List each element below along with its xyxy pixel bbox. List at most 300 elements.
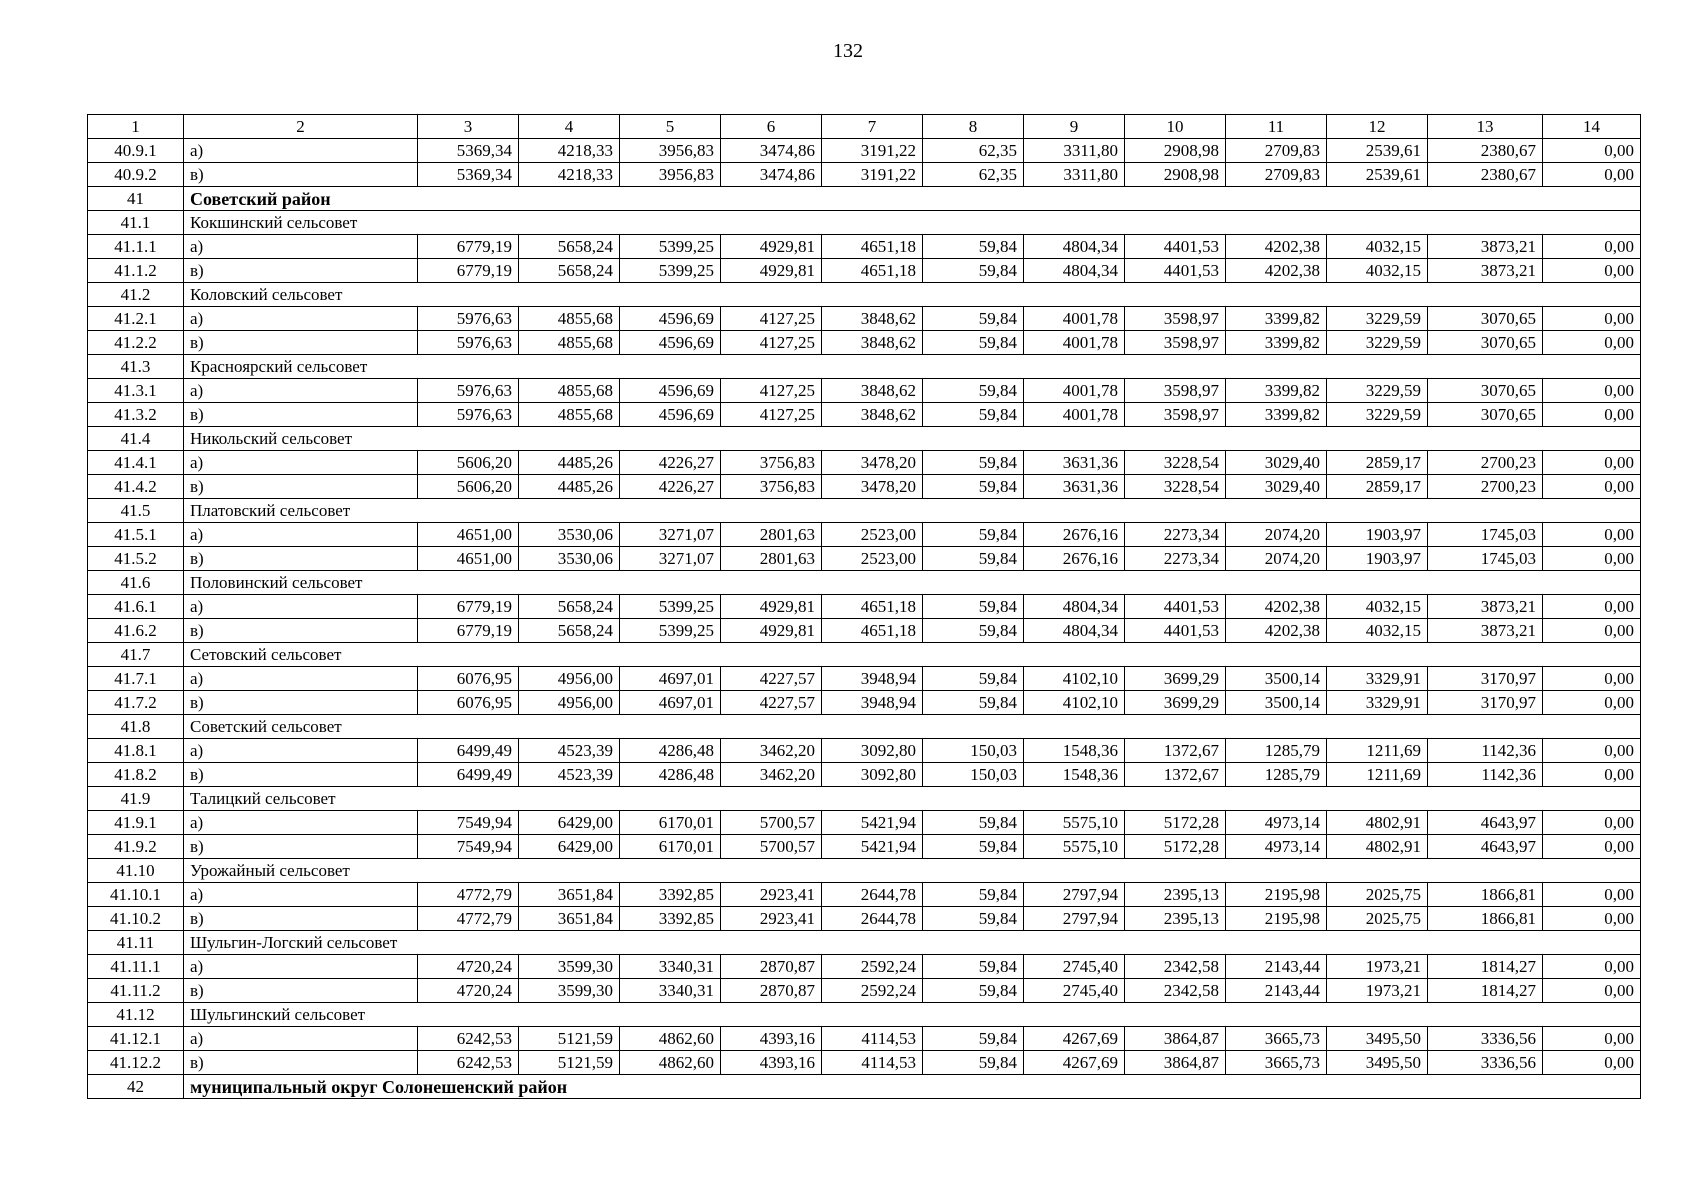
value-cell-col-10: 2273,34 [1125, 523, 1226, 547]
value-cell-col-7: 3191,22 [822, 139, 923, 163]
row-variant-label: а) [184, 883, 418, 907]
value-cell-col-5: 3340,31 [620, 979, 721, 1003]
table-row [88, 1051, 1641, 1075]
value-cell-col-8: 59,84 [923, 811, 1024, 835]
row-code: 41.6.2 [88, 619, 184, 643]
section-row [88, 499, 1641, 523]
value-cell-col-7: 4651,18 [822, 595, 923, 619]
settlement-title: Коловский сельсовет [184, 283, 1641, 307]
row-code: 41.4 [88, 427, 184, 451]
section-row [88, 355, 1641, 379]
value-cell-col-8: 62,35 [923, 163, 1024, 187]
section-row [88, 643, 1641, 667]
value-cell-col-4: 3651,84 [519, 883, 620, 907]
value-cell-col-6: 2923,41 [721, 883, 822, 907]
value-cell-col-12: 2025,75 [1327, 907, 1428, 931]
value-cell-col-14: 0,00 [1543, 523, 1641, 547]
value-cell-col-10: 2342,58 [1125, 955, 1226, 979]
value-cell-col-11: 3399,82 [1226, 403, 1327, 427]
value-cell-col-9: 3631,36 [1024, 451, 1125, 475]
value-cell-col-6: 4127,25 [721, 379, 822, 403]
value-cell-col-5: 3956,83 [620, 163, 721, 187]
value-cell-col-8: 59,84 [923, 667, 1024, 691]
value-cell-col-14: 0,00 [1543, 547, 1641, 571]
value-cell-col-13: 3170,97 [1428, 691, 1543, 715]
value-cell-col-13: 1142,36 [1428, 739, 1543, 763]
row-variant-label: в) [184, 835, 418, 859]
value-cell-col-14: 0,00 [1543, 403, 1641, 427]
value-cell-col-7: 3092,80 [822, 739, 923, 763]
value-cell-col-9: 5575,10 [1024, 835, 1125, 859]
value-cell-col-14: 0,00 [1543, 835, 1641, 859]
row-code: 41.5.2 [88, 547, 184, 571]
value-cell-col-8: 150,03 [923, 739, 1024, 763]
value-cell-col-3: 5606,20 [418, 475, 519, 499]
table-row [88, 595, 1641, 619]
value-cell-col-4: 4855,68 [519, 307, 620, 331]
row-code: 41.8.1 [88, 739, 184, 763]
value-cell-col-5: 4286,48 [620, 739, 721, 763]
value-cell-col-5: 4286,48 [620, 763, 721, 787]
table-row [88, 691, 1641, 715]
value-cell-col-7: 3848,62 [822, 403, 923, 427]
value-cell-col-3: 4651,00 [418, 523, 519, 547]
value-cell-col-11: 4973,14 [1226, 811, 1327, 835]
value-cell-col-8: 59,84 [923, 883, 1024, 907]
table-row [88, 883, 1641, 907]
value-cell-col-6: 4127,25 [721, 307, 822, 331]
value-cell-col-7: 2644,78 [822, 883, 923, 907]
value-cell-col-10: 3598,97 [1125, 307, 1226, 331]
settlement-title: Шульгинский сельсовет [184, 1003, 1641, 1027]
value-cell-col-4: 3599,30 [519, 979, 620, 1003]
row-code: 42 [88, 1075, 184, 1099]
row-code: 41.4.2 [88, 475, 184, 499]
value-cell-col-11: 3399,82 [1226, 331, 1327, 355]
value-cell-col-13: 3873,21 [1428, 259, 1543, 283]
value-cell-col-9: 1548,36 [1024, 739, 1125, 763]
column-header-10: 10 [1125, 115, 1226, 139]
value-cell-col-13: 3070,65 [1428, 331, 1543, 355]
value-cell-col-8: 59,84 [923, 691, 1024, 715]
value-cell-col-3: 4720,24 [418, 979, 519, 1003]
header-row [88, 115, 1641, 139]
row-code: 41.7.2 [88, 691, 184, 715]
value-cell-col-6: 3462,20 [721, 739, 822, 763]
value-cell-col-3: 4720,24 [418, 955, 519, 979]
value-cell-col-10: 3228,54 [1125, 451, 1226, 475]
column-header-9: 9 [1024, 115, 1125, 139]
row-code: 41.5.1 [88, 523, 184, 547]
table-row [88, 1027, 1641, 1051]
value-cell-col-11: 3665,73 [1226, 1051, 1327, 1075]
table-row [88, 811, 1641, 835]
value-cell-col-11: 2709,83 [1226, 163, 1327, 187]
value-cell-col-5: 3956,83 [620, 139, 721, 163]
row-code: 41.10.1 [88, 883, 184, 907]
section-row [88, 931, 1641, 955]
value-cell-col-10: 3864,87 [1125, 1051, 1226, 1075]
value-cell-col-7: 3848,62 [822, 379, 923, 403]
value-cell-col-5: 5399,25 [620, 235, 721, 259]
value-cell-col-5: 4596,69 [620, 379, 721, 403]
settlement-title: Сетовский сельсовет [184, 643, 1641, 667]
row-variant-label: а) [184, 595, 418, 619]
row-code: 41.11.2 [88, 979, 184, 1003]
row-code: 41.3.2 [88, 403, 184, 427]
value-cell-col-5: 4697,01 [620, 667, 721, 691]
value-cell-col-6: 2923,41 [721, 907, 822, 931]
table-row [88, 547, 1641, 571]
column-header-14: 14 [1543, 115, 1641, 139]
tariff-table-container [87, 114, 1640, 1099]
row-code: 41 [88, 187, 184, 211]
value-cell-col-8: 59,84 [923, 835, 1024, 859]
value-cell-col-5: 4596,69 [620, 307, 721, 331]
value-cell-col-9: 3311,80 [1024, 163, 1125, 187]
row-variant-label: а) [184, 1027, 418, 1051]
value-cell-col-11: 2195,98 [1226, 907, 1327, 931]
value-cell-col-5: 5399,25 [620, 595, 721, 619]
row-code: 41.1.2 [88, 259, 184, 283]
row-variant-label: а) [184, 739, 418, 763]
value-cell-col-9: 4804,34 [1024, 595, 1125, 619]
value-cell-col-13: 4643,97 [1428, 835, 1543, 859]
value-cell-col-14: 0,00 [1543, 955, 1641, 979]
value-cell-col-9: 3631,36 [1024, 475, 1125, 499]
value-cell-col-9: 4001,78 [1024, 307, 1125, 331]
section-row [88, 787, 1641, 811]
row-code: 40.9.2 [88, 163, 184, 187]
value-cell-col-11: 2195,98 [1226, 883, 1327, 907]
table-row [88, 907, 1641, 931]
value-cell-col-10: 2395,13 [1125, 907, 1226, 931]
value-cell-col-8: 59,84 [923, 451, 1024, 475]
row-code: 41.1 [88, 211, 184, 235]
value-cell-col-7: 3848,62 [822, 307, 923, 331]
value-cell-col-10: 5172,28 [1125, 811, 1226, 835]
value-cell-col-4: 6429,00 [519, 835, 620, 859]
value-cell-col-6: 4393,16 [721, 1027, 822, 1051]
settlement-title: Никольский сельсовет [184, 427, 1641, 451]
table-row [88, 307, 1641, 331]
value-cell-col-13: 1814,27 [1428, 979, 1543, 1003]
row-code: 41.7.1 [88, 667, 184, 691]
value-cell-col-6: 4929,81 [721, 259, 822, 283]
column-header-11: 11 [1226, 115, 1327, 139]
table-row [88, 979, 1641, 1003]
value-cell-col-4: 3599,30 [519, 955, 620, 979]
value-cell-col-10: 4401,53 [1125, 619, 1226, 643]
column-header-2: 2 [184, 115, 418, 139]
value-cell-col-13: 1142,36 [1428, 763, 1543, 787]
value-cell-col-11: 4202,38 [1226, 235, 1327, 259]
value-cell-col-9: 2797,94 [1024, 883, 1125, 907]
value-cell-col-8: 59,84 [923, 619, 1024, 643]
value-cell-col-4: 5658,24 [519, 595, 620, 619]
value-cell-col-9: 3311,80 [1024, 139, 1125, 163]
value-cell-col-11: 2074,20 [1226, 547, 1327, 571]
value-cell-col-6: 3756,83 [721, 451, 822, 475]
value-cell-col-10: 3598,97 [1125, 403, 1226, 427]
value-cell-col-9: 4102,10 [1024, 667, 1125, 691]
value-cell-col-3: 4651,00 [418, 547, 519, 571]
value-cell-col-6: 4127,25 [721, 331, 822, 355]
value-cell-col-12: 3229,59 [1327, 307, 1428, 331]
value-cell-col-6: 2870,87 [721, 979, 822, 1003]
value-cell-col-13: 1745,03 [1428, 523, 1543, 547]
value-cell-col-8: 59,84 [923, 979, 1024, 1003]
column-header-12: 12 [1327, 115, 1428, 139]
table-row [88, 331, 1641, 355]
row-variant-label: в) [184, 259, 418, 283]
value-cell-col-12: 3229,59 [1327, 403, 1428, 427]
value-cell-col-9: 4001,78 [1024, 403, 1125, 427]
value-cell-col-12: 2859,17 [1327, 451, 1428, 475]
value-cell-col-4: 3530,06 [519, 547, 620, 571]
value-cell-col-4: 3530,06 [519, 523, 620, 547]
value-cell-col-5: 4596,69 [620, 403, 721, 427]
value-cell-col-4: 5121,59 [519, 1051, 620, 1075]
value-cell-col-11: 3399,82 [1226, 307, 1327, 331]
value-cell-col-12: 1973,21 [1327, 979, 1428, 1003]
value-cell-col-6: 4227,57 [721, 691, 822, 715]
row-variant-label: а) [184, 667, 418, 691]
value-cell-col-10: 2908,98 [1125, 139, 1226, 163]
value-cell-col-13: 1814,27 [1428, 955, 1543, 979]
value-cell-col-4: 5658,24 [519, 235, 620, 259]
value-cell-col-14: 0,00 [1543, 907, 1641, 931]
value-cell-col-10: 5172,28 [1125, 835, 1226, 859]
column-header-7: 7 [822, 115, 923, 139]
value-cell-col-9: 2797,94 [1024, 907, 1125, 931]
value-cell-col-7: 3948,94 [822, 691, 923, 715]
table-row [88, 667, 1641, 691]
value-cell-col-14: 0,00 [1543, 979, 1641, 1003]
value-cell-col-9: 4267,69 [1024, 1051, 1125, 1075]
row-variant-label: в) [184, 763, 418, 787]
value-cell-col-4: 4956,00 [519, 667, 620, 691]
value-cell-col-3: 4772,79 [418, 907, 519, 931]
value-cell-col-7: 3092,80 [822, 763, 923, 787]
value-cell-col-12: 3329,91 [1327, 667, 1428, 691]
value-cell-col-13: 2700,23 [1428, 475, 1543, 499]
tariff-table [87, 114, 1641, 1099]
section-row [88, 211, 1641, 235]
value-cell-col-9: 4267,69 [1024, 1027, 1125, 1051]
value-cell-col-6: 4227,57 [721, 667, 822, 691]
value-cell-col-10: 2395,13 [1125, 883, 1226, 907]
column-header-1: 1 [88, 115, 184, 139]
row-variant-label: а) [184, 955, 418, 979]
value-cell-col-11: 3399,82 [1226, 379, 1327, 403]
value-cell-col-5: 4226,27 [620, 475, 721, 499]
value-cell-col-7: 3191,22 [822, 163, 923, 187]
value-cell-col-14: 0,00 [1543, 331, 1641, 355]
column-header-6: 6 [721, 115, 822, 139]
value-cell-col-11: 4973,14 [1226, 835, 1327, 859]
value-cell-col-13: 2380,67 [1428, 139, 1543, 163]
row-code: 41.8.2 [88, 763, 184, 787]
value-cell-col-12: 3229,59 [1327, 379, 1428, 403]
value-cell-col-3: 5369,34 [418, 139, 519, 163]
column-header-3: 3 [418, 115, 519, 139]
column-header-4: 4 [519, 115, 620, 139]
row-variant-label: в) [184, 331, 418, 355]
value-cell-col-13: 4643,97 [1428, 811, 1543, 835]
value-cell-col-7: 5421,94 [822, 811, 923, 835]
value-cell-col-14: 0,00 [1543, 667, 1641, 691]
value-cell-col-3: 5369,34 [418, 163, 519, 187]
row-code: 41.2.1 [88, 307, 184, 331]
value-cell-col-4: 4855,68 [519, 331, 620, 355]
row-variant-label: в) [184, 619, 418, 643]
value-cell-col-11: 4202,38 [1226, 619, 1327, 643]
value-cell-col-3: 6076,95 [418, 691, 519, 715]
row-variant-label: в) [184, 475, 418, 499]
value-cell-col-7: 3948,94 [822, 667, 923, 691]
value-cell-col-12: 4802,91 [1327, 835, 1428, 859]
value-cell-col-9: 5575,10 [1024, 811, 1125, 835]
table-row [88, 763, 1641, 787]
value-cell-col-13: 3070,65 [1428, 403, 1543, 427]
value-cell-col-9: 4804,34 [1024, 235, 1125, 259]
value-cell-col-10: 2342,58 [1125, 979, 1226, 1003]
value-cell-col-14: 0,00 [1543, 163, 1641, 187]
row-variant-label: в) [184, 1051, 418, 1075]
value-cell-col-13: 3873,21 [1428, 619, 1543, 643]
value-cell-col-3: 5976,63 [418, 307, 519, 331]
value-cell-col-3: 6242,53 [418, 1051, 519, 1075]
value-cell-col-6: 3756,83 [721, 475, 822, 499]
column-header-13: 13 [1428, 115, 1543, 139]
value-cell-col-6: 2801,63 [721, 547, 822, 571]
section-row [88, 1075, 1641, 1099]
value-cell-col-9: 2745,40 [1024, 955, 1125, 979]
value-cell-col-3: 6779,19 [418, 619, 519, 643]
row-variant-label: а) [184, 307, 418, 331]
value-cell-col-13: 1866,81 [1428, 907, 1543, 931]
value-cell-col-5: 3271,07 [620, 547, 721, 571]
value-cell-col-3: 6242,53 [418, 1027, 519, 1051]
value-cell-col-14: 0,00 [1543, 763, 1641, 787]
value-cell-col-11: 2143,44 [1226, 979, 1327, 1003]
value-cell-col-13: 3336,56 [1428, 1051, 1543, 1075]
value-cell-col-8: 59,84 [923, 907, 1024, 931]
value-cell-col-14: 0,00 [1543, 811, 1641, 835]
settlement-title: Половинский сельсовет [184, 571, 1641, 595]
row-code: 41.12.1 [88, 1027, 184, 1051]
value-cell-col-9: 1548,36 [1024, 763, 1125, 787]
value-cell-col-14: 0,00 [1543, 259, 1641, 283]
value-cell-col-12: 1903,97 [1327, 547, 1428, 571]
value-cell-col-14: 0,00 [1543, 595, 1641, 619]
value-cell-col-5: 3392,85 [620, 883, 721, 907]
value-cell-col-7: 5421,94 [822, 835, 923, 859]
value-cell-col-3: 5976,63 [418, 379, 519, 403]
value-cell-col-13: 3170,97 [1428, 667, 1543, 691]
row-code: 41.5 [88, 499, 184, 523]
value-cell-col-13: 2380,67 [1428, 163, 1543, 187]
value-cell-col-10: 4401,53 [1125, 259, 1226, 283]
table-row [88, 139, 1641, 163]
value-cell-col-12: 4032,15 [1327, 619, 1428, 643]
column-header-8: 8 [923, 115, 1024, 139]
value-cell-col-9: 4102,10 [1024, 691, 1125, 715]
row-code: 41.3 [88, 355, 184, 379]
value-cell-col-4: 4523,39 [519, 763, 620, 787]
value-cell-col-14: 0,00 [1543, 475, 1641, 499]
value-cell-col-8: 59,84 [923, 307, 1024, 331]
value-cell-col-12: 2539,61 [1327, 163, 1428, 187]
district-title: Советский район [184, 187, 1641, 211]
value-cell-col-5: 3392,85 [620, 907, 721, 931]
value-cell-col-6: 4929,81 [721, 235, 822, 259]
value-cell-col-14: 0,00 [1543, 691, 1641, 715]
value-cell-col-14: 0,00 [1543, 1027, 1641, 1051]
value-cell-col-7: 3478,20 [822, 451, 923, 475]
value-cell-col-8: 59,84 [923, 523, 1024, 547]
value-cell-col-11: 1285,79 [1226, 763, 1327, 787]
value-cell-col-3: 5976,63 [418, 331, 519, 355]
value-cell-col-11: 3665,73 [1226, 1027, 1327, 1051]
page-number: 132 [833, 40, 863, 62]
table-row [88, 619, 1641, 643]
value-cell-col-13: 1745,03 [1428, 547, 1543, 571]
table-row [88, 955, 1641, 979]
section-row [88, 187, 1641, 211]
value-cell-col-3: 4772,79 [418, 883, 519, 907]
value-cell-col-4: 3651,84 [519, 907, 620, 931]
value-cell-col-12: 1973,21 [1327, 955, 1428, 979]
value-cell-col-8: 59,84 [923, 547, 1024, 571]
value-cell-col-11: 3029,40 [1226, 475, 1327, 499]
row-variant-label: а) [184, 523, 418, 547]
value-cell-col-8: 59,84 [923, 379, 1024, 403]
value-cell-col-12: 2025,75 [1327, 883, 1428, 907]
value-cell-col-13: 2700,23 [1428, 451, 1543, 475]
value-cell-col-14: 0,00 [1543, 451, 1641, 475]
value-cell-col-11: 3500,14 [1226, 667, 1327, 691]
value-cell-col-8: 59,84 [923, 595, 1024, 619]
value-cell-col-4: 5658,24 [519, 259, 620, 283]
value-cell-col-12: 1211,69 [1327, 739, 1428, 763]
value-cell-col-7: 4114,53 [822, 1051, 923, 1075]
row-variant-label: в) [184, 691, 418, 715]
row-code: 41.12 [88, 1003, 184, 1027]
value-cell-col-14: 0,00 [1543, 1051, 1641, 1075]
value-cell-col-6: 3474,86 [721, 163, 822, 187]
value-cell-col-5: 5399,25 [620, 259, 721, 283]
row-code: 41.6 [88, 571, 184, 595]
value-cell-col-11: 2143,44 [1226, 955, 1327, 979]
value-cell-col-8: 59,84 [923, 1051, 1024, 1075]
value-cell-col-11: 3500,14 [1226, 691, 1327, 715]
settlement-title: Красноярский сельсовет [184, 355, 1641, 379]
value-cell-col-12: 4032,15 [1327, 595, 1428, 619]
section-row [88, 1003, 1641, 1027]
row-code: 41.9.2 [88, 835, 184, 859]
value-cell-col-13: 3070,65 [1428, 307, 1543, 331]
value-cell-col-4: 4218,33 [519, 139, 620, 163]
row-variant-label: а) [184, 811, 418, 835]
value-cell-col-13: 3873,21 [1428, 595, 1543, 619]
value-cell-col-7: 2592,24 [822, 955, 923, 979]
value-cell-col-4: 4956,00 [519, 691, 620, 715]
value-cell-col-14: 0,00 [1543, 235, 1641, 259]
section-row [88, 427, 1641, 451]
value-cell-col-6: 4393,16 [721, 1051, 822, 1075]
